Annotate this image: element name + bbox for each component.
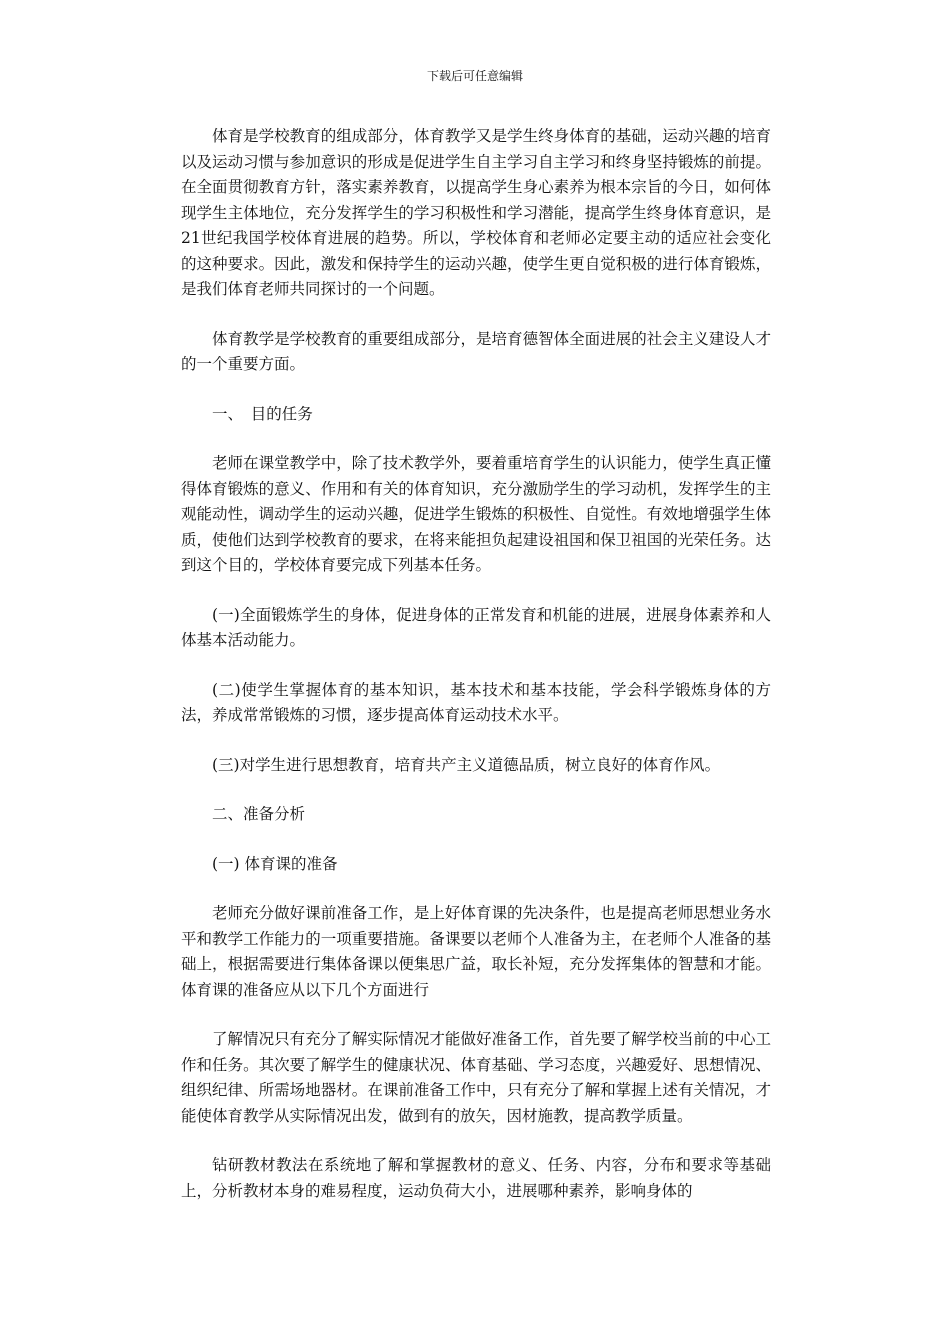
paragraph-lesson-prep: 老师充分做好课前准备工作，是上好体育课的先决条件，也是提高老师思想业务水平和教学工作能力的一项重要措施。备课要以老师个人准备为主，在老师个人准备的基础上，根据需要进行集体备课以便集思广益，取长补短，充分发挥集体的智慧和才能。体育课的准备应从以下几个方面进行: [181, 904, 771, 999]
paragraph-intro: 体育是学校教育的组成部分，体育教学又是学生终身体育的基础，运动兴趣的培育以及运动习惯与参加意识的形成是促进学生自主学习自主学习和终身坚持锻炼的前提。在全面贯彻教育方针，落实素养教育，以提高学生身心素养为根本宗旨的今日，如何体现学生主体地位，充分发挥学生的学习积极性和学习潜能，提高学生终身体育意识，是21世纪我国学校体育进展的趋势。所以，学校体育和老师必定要主动的适应社会变化的这种要求。因此，激发和保持学生的运动兴趣，使学生更自觉积极的进行体育锻炼，是我们体育老师共同探讨的一个问题。: [181, 127, 771, 298]
paragraph-understand-situation: 了解情况只有充分了解实际情况才能做好准备工作，首先要了解学校当前的中心工作和任务。其次要了解学生的健康状况、体育基础、学习态度，兴趣爱好、思想情况、组织纪律、所需场地器材。在课前准备工作中，只有充分了解和掌握上述有关情况，才能使体育教学从实际情况出发，做到有的放矢，因材施教，提高教学质量。: [181, 1030, 771, 1125]
list-item-task-3: (三)对学生进行思想教育，培育共产主义道德品质，树立良好的体育作风。: [212, 755, 721, 774]
list-item-task-1: (一)全面锻炼学生的身体，促进身体的正常发育和机能的进展，进展身体素养和人体基本活动能力。: [181, 605, 771, 649]
paragraph-importance: 体育教学是学校教育的重要组成部分，是培育德智体全面进展的社会主义建设人才的一个重要方面。: [181, 329, 771, 373]
section-heading-goals: 一、 目的任务: [212, 404, 313, 423]
subsection-heading-lesson-prep: (一) 体育课的准备: [212, 854, 338, 873]
paragraph-goals: 老师在课堂教学中，除了技术教学外，要着重培育学生的认识能力，使学生真正懂得体育锻炼的意义、作用和有关的体育知识，充分激励学生的学习动机，发挥学生的主观能动性，调动学生的运动兴趣，促进学生锻炼的积极性、自觉性。有效地增强学生体质，使他们达到学校教育的要求，在将来能担负起建设祖国和保卫祖国的光荣任务。达到这个目的，学校体育要完成下列基本任务。: [181, 454, 771, 574]
document-body: [181, 124, 771, 1228]
page-header: 下载后可任意编辑: [426, 69, 523, 83]
paragraph-study-materials: 钻研教材教法在系统地了解和掌握教材的意义、任务、内容，分布和要求等基础上，分析教材本身的难易程度，运动负荷大小，进展哪种素养，影响身体的: [181, 1156, 771, 1200]
list-item-task-2: (二)使学生掌握体育的基本知识，基本技术和基本技能，学会科学锻炼身体的方法，养成常常锻炼的习惯，逐步提高体育运动技术水平。: [181, 680, 771, 724]
section-heading-preparation: 二、准备分析: [212, 805, 306, 823]
